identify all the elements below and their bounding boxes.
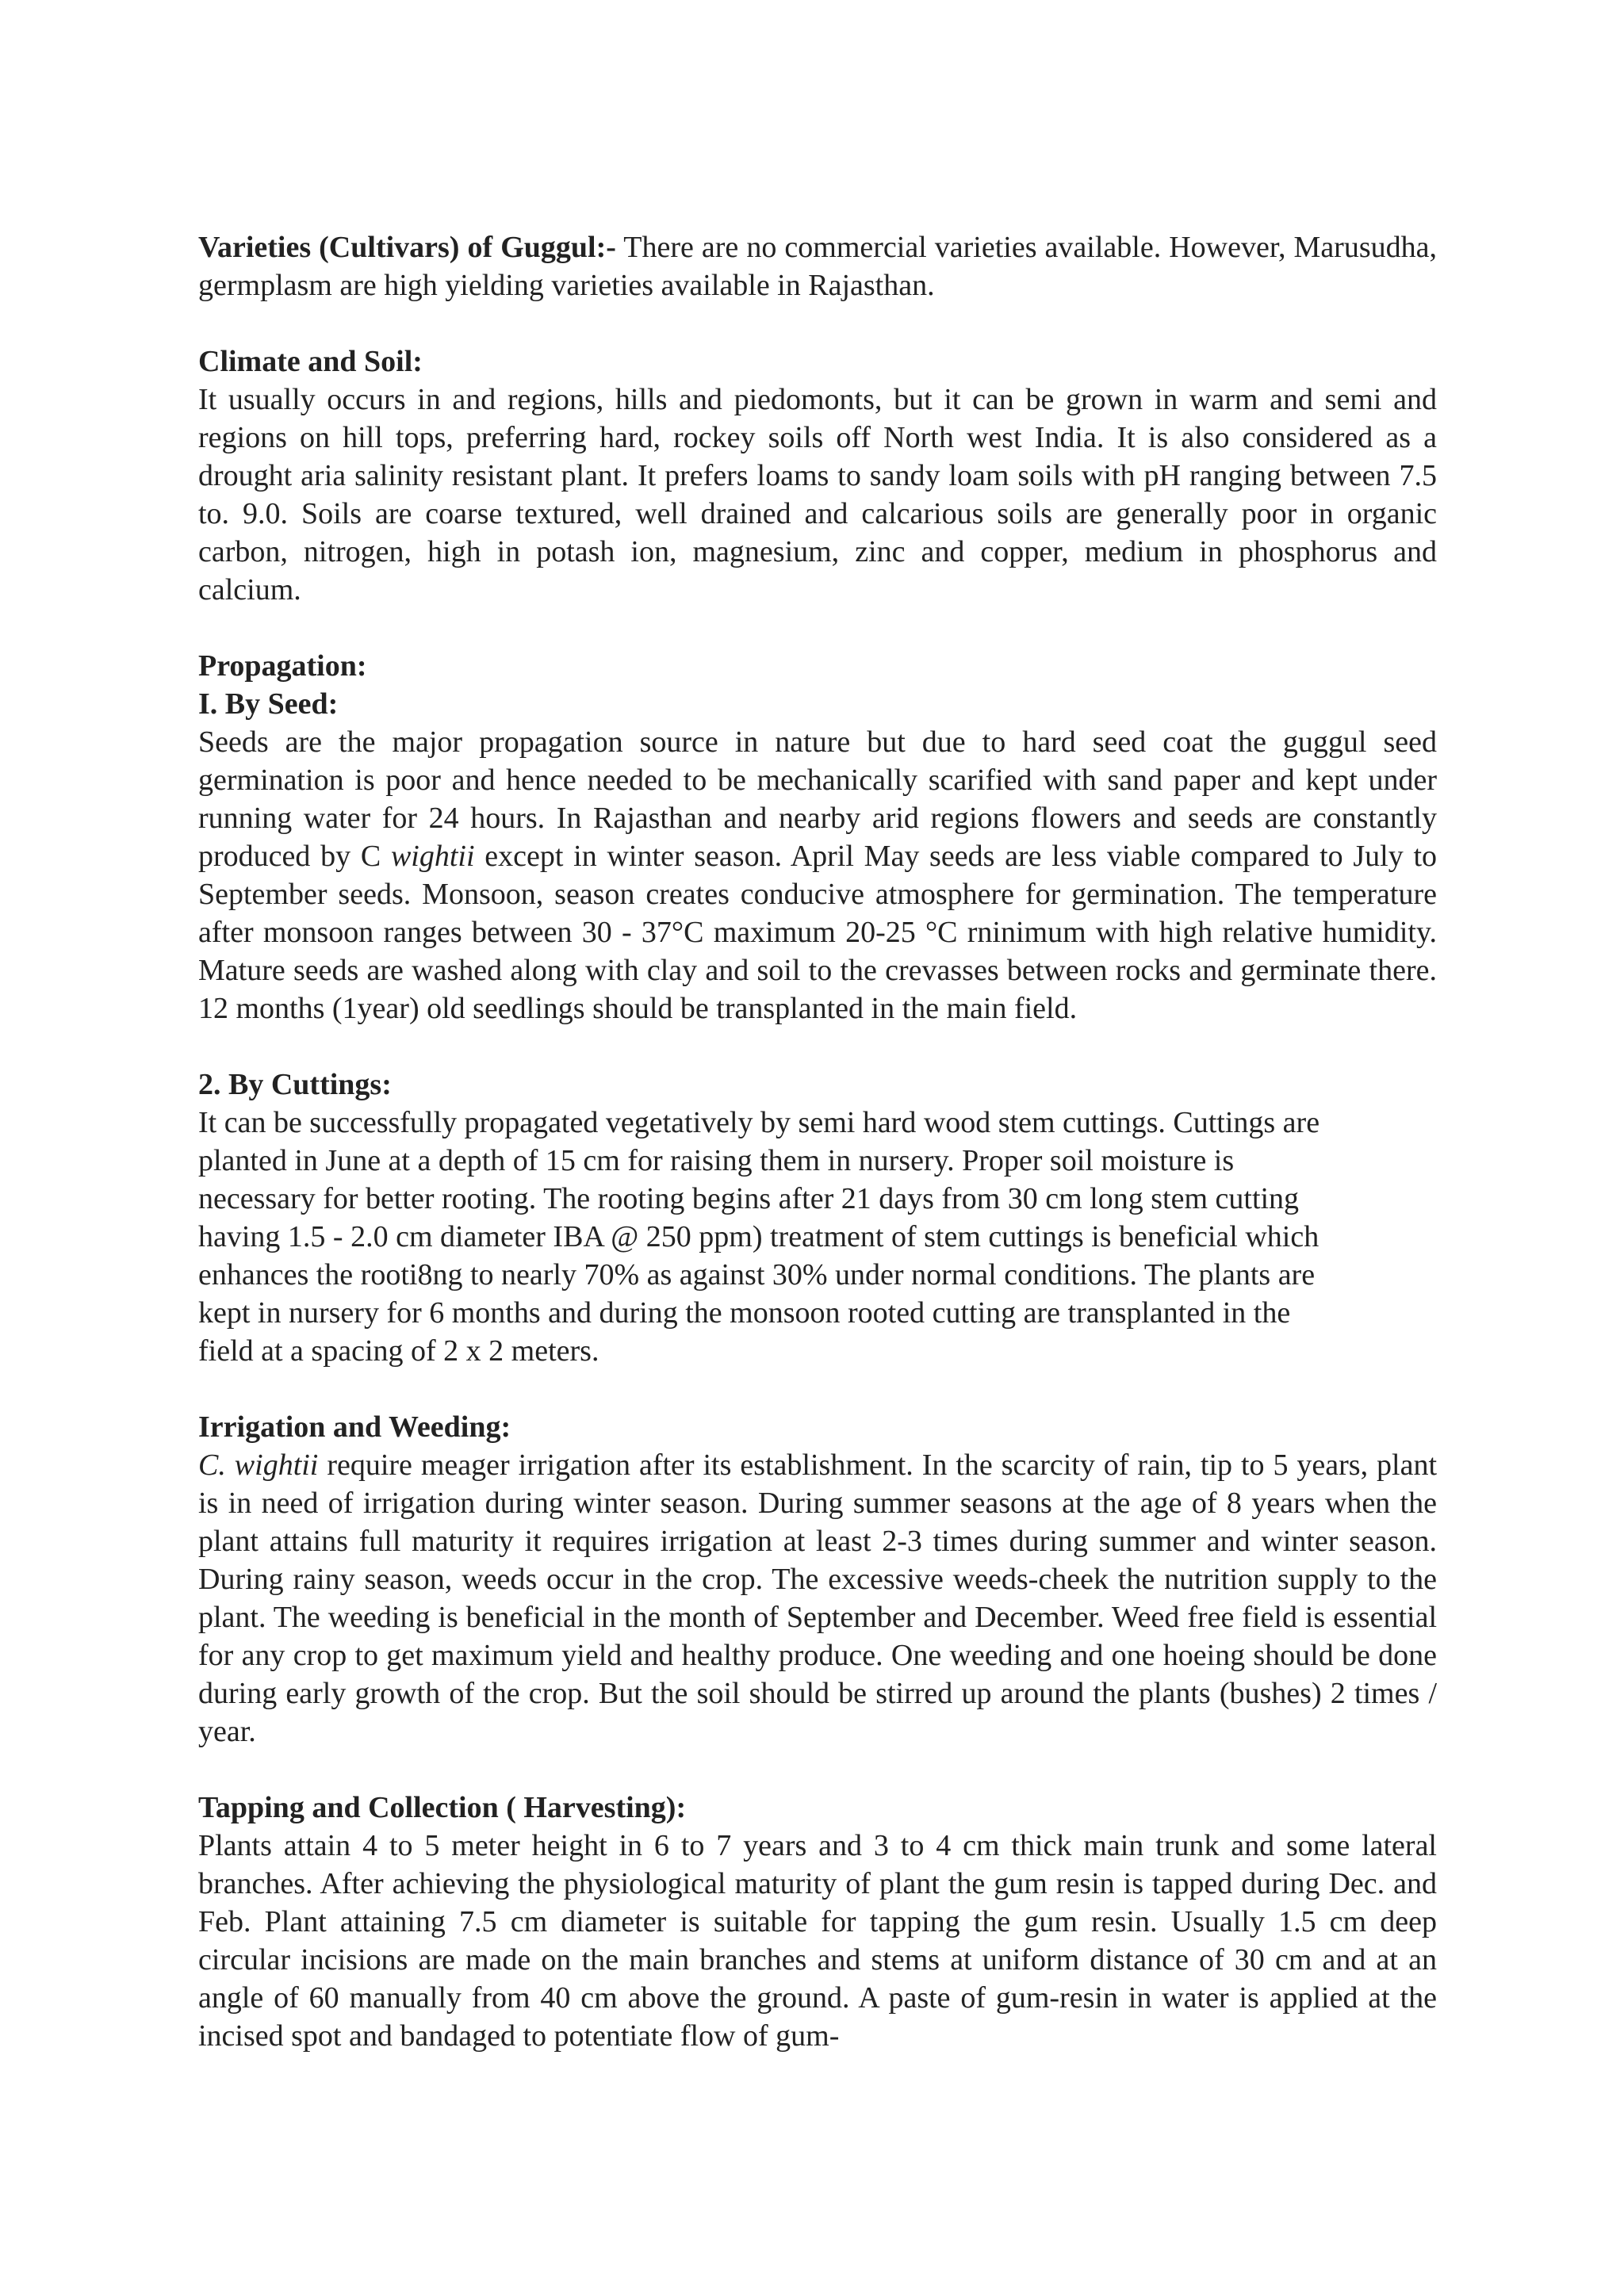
varieties-section: [198, 228, 1437, 304]
varieties-paragraph: [198, 228, 1437, 304]
propagation-heading: Propagation:: [198, 649, 367, 683]
irrigation-paragraph: [198, 1446, 1437, 1751]
varieties-text: There are no commercial varieties available. However, Marusudha, germplasm are high yielding varieties available in Rajasthan.: [198, 231, 1437, 302]
cuttings-heading: 2. By Cuttings:: [198, 1068, 392, 1101]
seed-paragraph: [198, 723, 1437, 1027]
cuttings-line: It can be successfully propagated vegetatively by semi hard wood stem cuttings. Cuttings are: [198, 1106, 1320, 1139]
propagation-seed-section: [198, 647, 1437, 1027]
varieties-lead: Varieties (Cultivars) of Guggul:-: [198, 231, 616, 264]
cuttings-line: planted in June at a depth of 15 cm for raising them in nursery. Proper soil moisture is: [198, 1144, 1235, 1177]
tapping-heading: Tapping and Collection ( Harvesting):: [198, 1791, 687, 1824]
cuttings-line: kept in nursery for 6 months and during the monsoon rooted cutting are transplanted in the: [198, 1296, 1291, 1330]
irrigation-species-italic: C. wightii: [198, 1448, 319, 1482]
cuttings-section: [198, 1066, 1437, 1370]
seed-species-italic: wightii: [390, 840, 475, 873]
irrigation-section: [198, 1408, 1437, 1751]
tapping-section: [198, 1789, 1437, 2055]
seed-text-2: except in winter season. April May seeds are less viable compared to July to September seeds. Monsoon, season creates conducive atmosphere for germination. The temperature after monsoon ranges between 30 - 37°C maximum 20-25 °C rninimum with high relative humidity. Mature seeds are washed along with clay and soil to the crevasses between rocks and germinate there. 12 months (1year) old seedlings should be transplanted in the main field.: [198, 840, 1438, 1025]
tapping-paragraph: Plants attain 4 to 5 meter height in 6 to 7 years and 3 to 4 cm thick main trunk and some lateral branches. After achieving the physiological maturity of plant the gum resin is tapped during Dec. and Feb. Plant attaining 7.5 cm diameter is suitable for tapping the gum resin. Usually 1.5 cm deep circular incisions are made on the main branches and stems at uniform distance of 30 cm and at an angle of 60 manually from 40 cm above the ground. A paste of gum-resin in water is applied at the incised spot and bandaged to potentiate flow of gum-: [198, 1829, 1437, 2053]
cuttings-line: field at a spacing of 2 x 2 meters.: [198, 1334, 599, 1368]
cuttings-line: enhances the rooti8ng to nearly 70% as against 30% under normal conditions. The plants are: [198, 1258, 1316, 1292]
climate-heading: Climate and Soil:: [198, 345, 423, 378]
irrigation-heading: Irrigation and Weeding:: [198, 1410, 511, 1444]
irrigation-text: require meager irrigation after its establishment. In the scarcity of rain, tip to 5 years, plant is in need of irrigation during winter season. During summer seasons at the age of 8 years when the plant attains full maturity it requires irrigation at least 2-3 times during summer and winter season. During rainy season, weeds occur in the crop. The excessive weeds-cheek the nutrition supply to the plant. The weeding is beneficial in the month of September and December. Weed free field is essential for any crop to get maximum yield and healthy produce. One weeding and one hoeing should be done during early growth of the crop. But the soil should be stirred up around the plants (bushes) 2 times / year.: [198, 1448, 1438, 1748]
cuttings-line: having 1.5 - 2.0 cm diameter IBA @ 250 ppm) treatment of stem cuttings is beneficial which: [198, 1220, 1320, 1253]
climate-paragraph: It usually occurs in and regions, hills and piedomonts, but it can be grown in warm and semi and regions on hill tops, preferring hard, rockey soils off North west India. It is also considered as a drought aria salinity resistant plant. It prefers loams to sandy loam soils with pH ranging between 7.5 to. 9.0. Soils are coarse textured, well drained and calcarious soils are generally poor in organic carbon, nitrogen, high in potash ion, magnesium, zinc and copper, medium in phosphorus and calcium.: [198, 383, 1437, 607]
seed-heading: I. By Seed:: [198, 687, 339, 721]
cuttings-line: necessary for better rooting. The rooting begins after 21 days from 30 cm long stem cutting: [198, 1182, 1300, 1215]
seed-text-1: Seeds are the major propagation source in nature but due to hard seed coat the guggul seed germination is poor and hence needed to be mechanically scarified with sand paper and kept under running water for 24 hours. In Rajasthan and nearby arid regions flowers and seeds are constantly produced by C: [198, 725, 1437, 873]
climate-section: [198, 342, 1437, 609]
document-page: [198, 228, 1437, 2093]
